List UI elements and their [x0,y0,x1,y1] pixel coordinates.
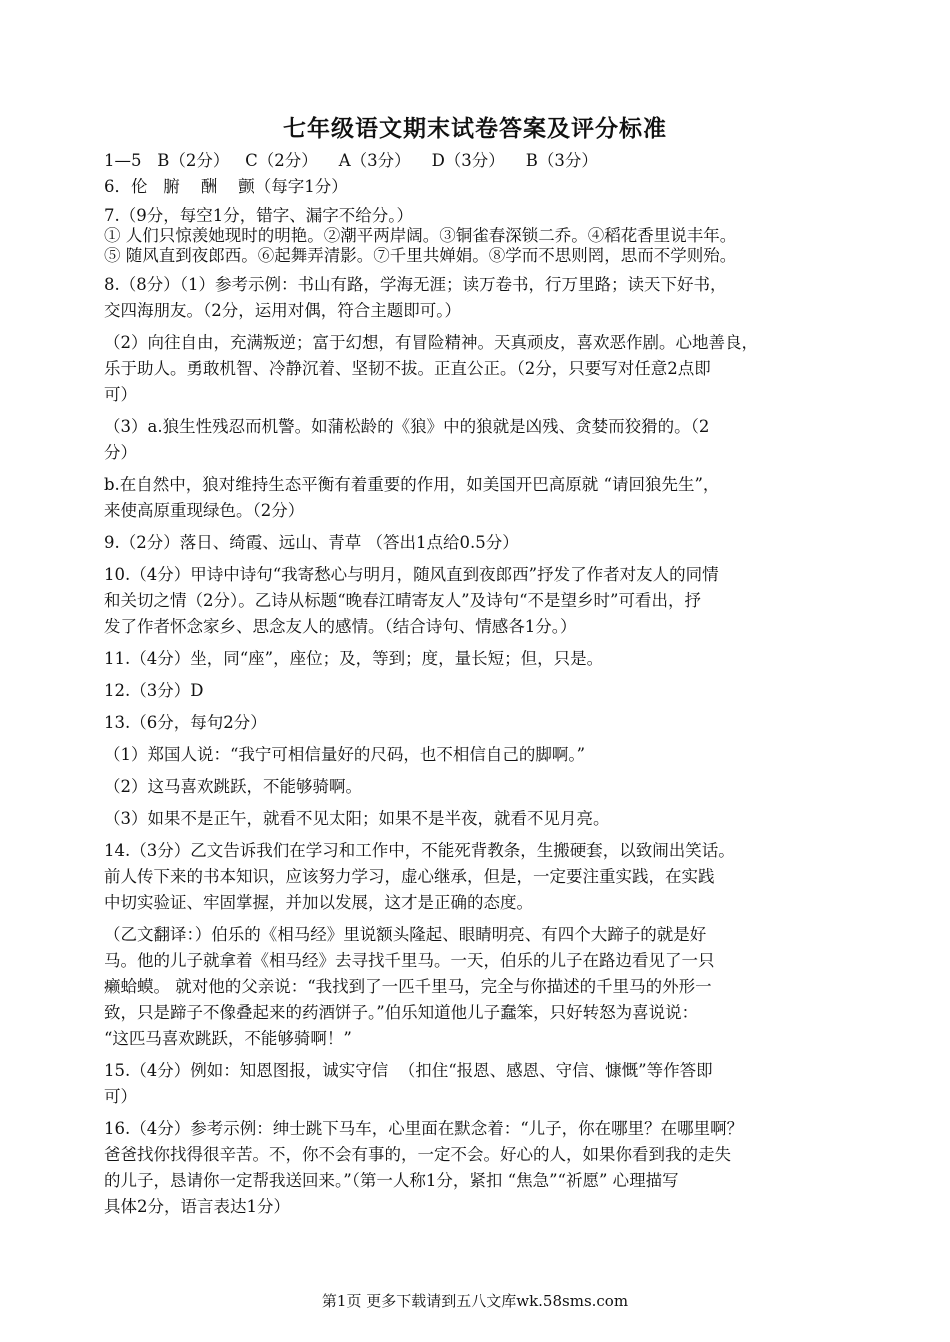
answer-line: 交四海朋友。（2分，运用对偶，符合主题即可。） [104,301,461,320]
answer-line: 7.（9分，每空1分，错字、漏字不给分。） [104,206,413,225]
answer-line: （2）向往自由，充满叛逆；富于幻想，有冒险精神。天真顽皮，喜欢恶作剧。心地善良， [104,333,758,352]
answer-line: 9.（2分）落日、绮霞、远山、青草 （答出1点给0.5分） [104,533,519,552]
answer-line: 前人传下来的书本知识，应该努力学习，虚心继承，但是，一定要注重实践，在实践 [104,867,715,886]
answer-body [104,148,854,1220]
answer-line: 乐于助人。勇敢机智、冷静沉着、坚韧不拔。正直公正。（2分，只要写对任意2点即 [104,359,711,378]
answer-line: b.在自然中，狼对维持生态平衡有着重要的作用，如美国开巴高原就 “请回狼先生”， [104,475,720,494]
answer-line: 12.（3分）D [104,681,204,700]
answer-line: 8.（8分）（1）参考示例：书山有路，学海无涯；读万卷书，行万里路；读天下好书， [104,275,727,294]
answer-line: （乙文翻译：）伯乐的《相马经》里说额头隆起、眼睛明亮、有四个大蹄子的就是好 [104,925,707,944]
answer-line: 致，只是蹄子不像叠起来的药酒饼子。”伯乐知道他儿子蠢笨，只好转怒为喜说说： [104,1003,699,1022]
page-footer: 第1页 更多下载请到五八文库wk.58sms.com [321,1292,629,1310]
page-title: 七年级语文期末试卷答案及评分标准 [283,115,667,142]
answer-line: ① 人们只惊羡她现时的明艳。②潮平两岸阔。③铜雀春深锁二乔。④稻花香里说丰年。 [104,226,737,245]
answer-line: 马。他的儿子就拿着《相马经》去寻找千里马。一天，伯乐的儿子在路边看见了一只 [104,951,715,970]
answer-line: 分） [104,443,137,462]
answer-line: 发了作者怀念家乡、思念友人的感情。（结合诗句、情感各1分。） [104,617,577,636]
answer-line: 爸爸找你找得很辛苦。不，你不会有事的，一定不会。好心的人，如果你看到我的走失 [104,1145,731,1164]
answer-line: 来使高原重现绿色。（2分） [104,501,305,520]
answer-line: 1—5 B（2分） C（2分） A（3分） D（3分） B（3分） [104,151,598,170]
answer-line: 的儿子，恳请你一定帮我送回来。”（第一人称1分，紧扣 “焦急”“祈愿” 心理描写 [104,1171,679,1190]
answer-line: （1）郑国人说：“我宁可相信量好的尺码，也不相信自己的脚啊。” [104,745,586,764]
answer-line: ⑤ 随风直到夜郎西。⑥起舞弄清影。⑦千里共婵娟。⑧学而不思则罔，思而不学则殆。 [104,246,737,265]
answer-line: 可） [104,1087,137,1106]
answer-line: （3）a.狼生性残忍而机警。如蒲松龄的《狼》中的狼就是凶残、贪婪而狡猾的。（2 [104,417,710,436]
answer-line: 14.（3分）乙文告诉我们在学习和工作中，不能死背教条，生搬硬套，以致闹出笑话。 [104,841,735,860]
answer-line: “这匹马喜欢跳跃，不能够骑啊！” [104,1029,352,1048]
answer-line: 15.（4分）例如：知恩图报，诚实守信 （扣住“报恩、感恩、守信、慷慨”等作答即 [104,1061,713,1080]
answer-line: 13.（6分，每句2分） [104,713,267,732]
answer-line: 11.（4分）坐，同“座”，座位；及，等到；度，量长短；但，只是。 [104,649,604,668]
answer-line: （2）这马喜欢跳跃，不能够骑啊。 [104,777,362,796]
answer-line: 具体2分，语言表达1分） [104,1197,290,1216]
answer-line: 中切实验证、牢固掌握，并加以发展，这才是正确的态度。 [104,893,533,912]
answer-line: 可） [104,385,137,404]
answer-line: （3）如果不是正午，就看不见太阳；如果不是半夜，就看不见月亮。 [104,809,610,828]
answer-line: 6．伦 腑 酬 颤（每字1分） [104,177,348,196]
answer-line: 癞蛤蟆。 就对他的父亲说：“我找到了一匹千里马，完全与你描述的千里马的外形一 [104,977,712,996]
answer-line: 16.（4分）参考示例：绅士跳下马车，心里面在默念着：“儿子，你在哪里？在哪里啊？ [104,1119,744,1138]
answer-line: 和关切之情（2分）。乙诗从标题“晚春江晴寄友人”及诗句“不是望乡时”可看出，抒 [104,591,701,610]
answer-line: 10.（4分）甲诗中诗句“我寄愁心与明月，随风直到夜郎西”抒发了作者对友人的同情 [104,565,719,584]
